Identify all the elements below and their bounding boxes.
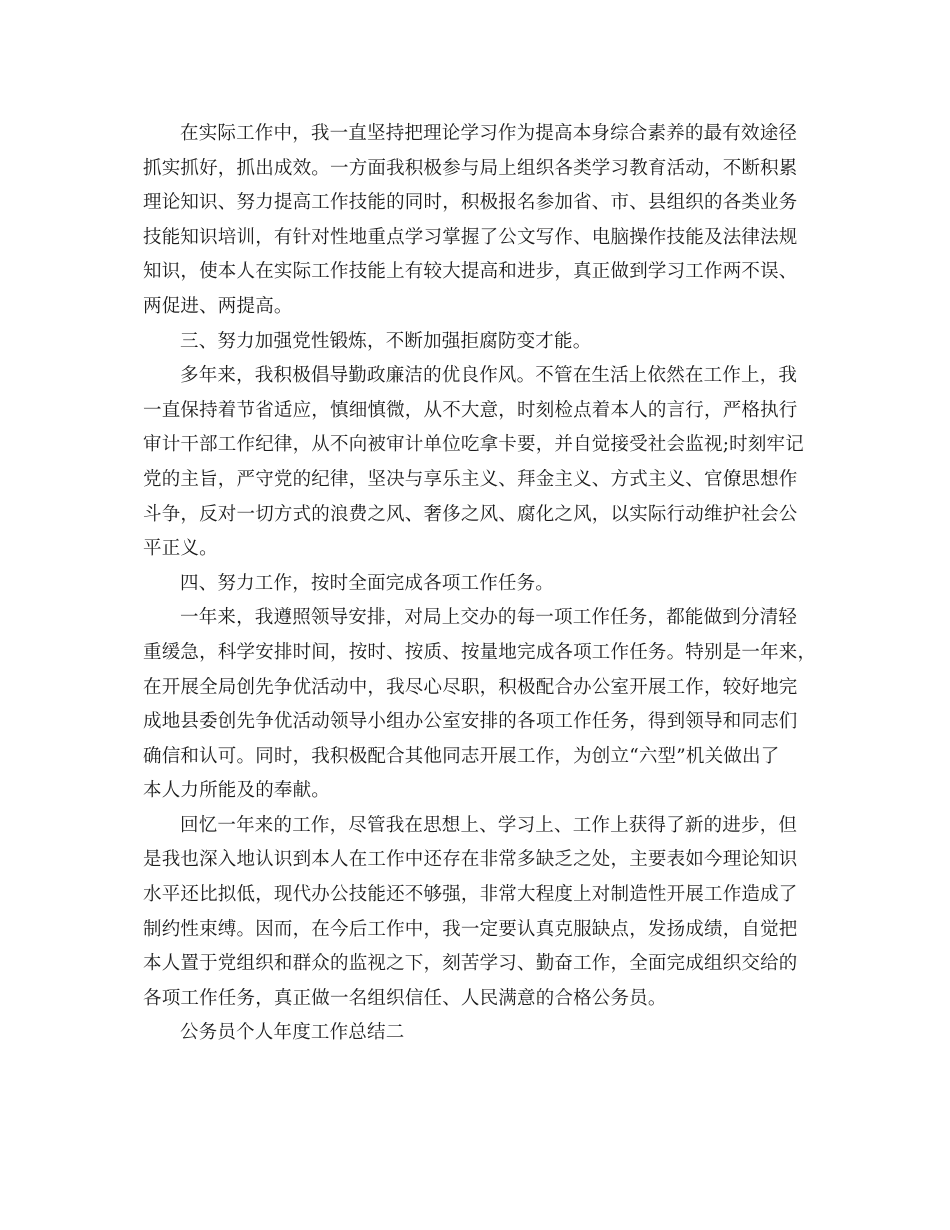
text-line: 重缓急，科学安排时间，按时、按质、按量地完成各项工作任务。特别是一年来， [143,641,817,663]
paragraph-reflection [143,809,811,1017]
section-heading-three [143,325,811,360]
text-line: 理论知识、努力提高工作技能的同时，积极报名参加省、市、县组织的各类业务 [143,192,798,214]
text-line: 在开展全局创先争优活动中，我尽心尽职，积极配合办公室开展工作，较好地完 [143,676,798,698]
text-line: 抓实抓好，抓出成效。一方面我积极参与局上组织各类学习教育活动，不断积累 [143,157,798,179]
text-line: 制约性束缚。因而，在今后工作中，我一定要认真克服缺点，发扬成绩，自觉把 [143,918,798,940]
text-line: 本人置于党组织和群众的监视之下，刻苦学习、勤奋工作，全面完成组织交给的 [143,953,798,975]
paragraph-tasks [143,601,817,809]
text-line: 一年来，我遵照领导安排，对局上交办的每一项工作任务，都能做到分清轻 [180,607,798,629]
text-line: 回忆一年来的工作，尽管我在思想上、学习上、工作上获得了新的进步，但 [180,814,798,836]
text-line: 一直保持着节省适应，慎细慎微，从不大意，时刻检点着本人的言行，严格执行 [143,399,798,421]
text-line: 两促进、两提高。 [143,295,293,317]
next-title [143,1016,811,1051]
text-line: 确信和认可。同时，我积极配合其他同志开展工作，为创立“六型”机关做出了 [143,745,780,767]
paragraph-integrity [143,359,811,567]
paragraph-study [143,117,811,325]
section-heading-four [143,567,811,602]
text-line: 三、努力加强党性锻炼，不断加强拒腐防变才能。 [180,330,592,352]
document-body [143,117,817,1051]
text-line: 党的主旨，严守党的纪律，坚决与享乐主义、拜金主义、方式主义、官僚思想作 [143,468,798,490]
text-line: 知识，使本人在实际工作技能上有较大提高和进步，真正做到学习工作两不误、 [143,261,798,283]
text-line: 技能知识培训，有针对性地重点学习掌握了公文写作、电脑操作技能及法律法规 [143,226,798,248]
text-line: 斗争，反对一切方式的浪费之风、奢侈之风、腐化之风，以实际行动维护社会公 [143,503,798,525]
text-line: 成地县委创先争优活动领导小组办公室安排的各项工作任务，得到领导和同志们 [143,711,798,733]
text-line: 在实际工作中，我一直坚持把理论学习作为提高本身综合素养的最有效途径 [180,123,798,144]
text-line: 是我也深入地认识到本人在工作中还存在非常多缺乏之处，主要表如今理论知识 [143,849,798,871]
text-line: 各项工作任务，真正做一名组织信任、人民满意的合格公务员。 [143,987,667,1009]
text-line: 本人力所能及的奉献。 [143,780,331,802]
text-line: 平正义。 [143,538,218,560]
text-line: 水平还比拟低，现代办公技能还不够强，非常大程度上对制造性开展工作造成了 [143,884,798,906]
text-line: 公务员个人年度工作总结二 [180,1022,405,1044]
text-line: 多年来，我积极倡导勤政廉洁的优良作风。不管在生活上依然在工作上，我 [180,365,798,387]
text-line: 审计干部工作纪律，从不向被审计单位吃拿卡要，并自觉接受社会监视;时刻牢记 [143,434,804,456]
text-line: 四、努力工作，按时全面完成各项工作任务。 [180,572,555,594]
